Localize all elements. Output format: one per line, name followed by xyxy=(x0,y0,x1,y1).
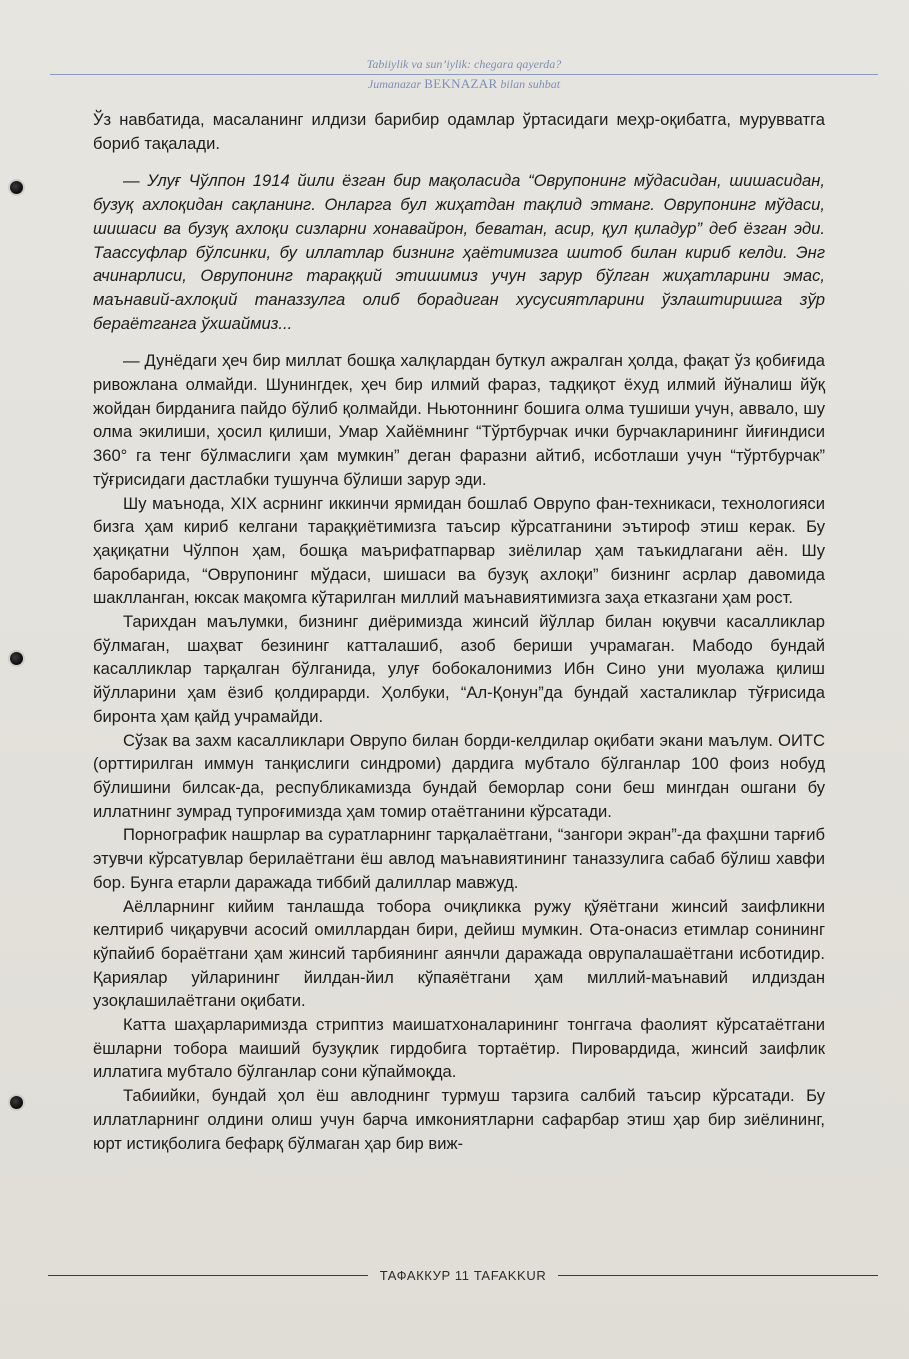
paragraph-quote: — Улуғ Чўлпон 1914 йили ёзган бир мақоласида “Оврупонинг мўдасидан, шишасидан, бузуқ ахлоқидан сақланинг. Онларга бул жиҳатдан тақлид этманг. Оврупонинг мўдаси, шишаси ва бузуқ ахлоқи сизларни хонавайрон, бeватан, асир, қул қиладур” деб ёзган эди. Таассуфлар бўлсинки, бу иллатлар бизнинг ҳаётимизга шитоб билан кириб келди. Энг ачинарлиси, Оврупонинг тараққий этишимиз учун зарур бўлган жиҳатларини эмас, маънавий-ахлоқий таназзулга олиб борадиган хусусиятларини ўзлаштиришга зўр бераётганга ўхшаймиз... xyxy=(93,171,825,333)
article-body xyxy=(93,108,825,1155)
paragraph: Аёлларнинг кийим танлашда тобора очиқликка ружу қўяётгани жинсий заифликни келтириб чиқарувчи асосий омиллардан бири, дейиш мумкин. Ота-онасиз етимлар сонининг кўпайиб бораётгани ҳам жинсий тарбиянинг аянчли даражада оврупалашаётгани исботидир. Қариялар уйларининг йилдан-йил кўпаяётгани ҳам миллий-маънавий илдиздан узоқлашилаётгани оқибати. xyxy=(93,896,825,1011)
footer-rule-left xyxy=(48,1275,368,1276)
paragraph: Ўз навбатида, масаланинг илдизи барибир одамлар ўртасидаги меҳр-оқибатга, мурувватга бориб тақалади. xyxy=(93,110,825,153)
running-header xyxy=(50,56,878,92)
header-author-last: BEKNAZAR xyxy=(424,76,498,91)
page-footer xyxy=(48,1268,878,1283)
paragraph: Катта шаҳарларимизда стриптиз маишатхоналарининг тонггача фаолият кўрсатаётгани ёшларни тобора маиший бузуқлик гирдобига тортаётир. Пировардида, жинсий заифлик иллатига мубтало бўлганлар сони кўпаймоқда. xyxy=(93,1015,825,1082)
punch-hole-icon xyxy=(10,652,23,665)
header-subtitle xyxy=(50,76,878,92)
footer-label: ТАФАККУР 11 TAFAKKUR xyxy=(379,1268,547,1283)
paragraph: — Дунёдаги ҳеч бир миллат бошқа халқлардан буткул ажралган ҳолда, фақат ўз қобиғида ривожлана олмайди. Шунингдек, ҳеч бир илмий фараз, тадқиқот ёхуд илмий йўналиш йўқ жойдан бирданига пайдо бўлиб қолмайди. Ньютоннинг бошига олма тушиши учун, аввало, шу олма экилиши, ҳосил қилиши, Умар Хайёмнинг “Тўртбурчак ички бурчакларининг йиғиндиси 360° га тенг бўлмаслиги ҳам мумкин” деган фаразни айтиб, исботлаши учун “тўртбурчак” тўғрисидаги дастлабки тушунча бўлиши зарур эди. xyxy=(93,351,825,489)
footer-rule-right xyxy=(558,1275,878,1276)
punch-hole-icon xyxy=(10,1096,23,1109)
paragraph: Тарихдан маълумки, бизнинг диёримизда жинсий йўллар билан юқувчи касалликлар бўлмаган, шаҳват безининг катталашиб, азоб бериши учрамаган. Мабодо бундай касалликлар тарқалган бўлганида, улуғ бобокалонимиз Ибн Сино уни муолажа қилиш йўлларини ҳам ёзиб қолдирарди. Ҳолбуки, “Ал-Қонун”да бундай хасталиклар тўғрисида биронта ҳам қайд учрамайди. xyxy=(93,612,825,726)
header-subtitle-rest: bilan suhbat xyxy=(500,77,561,91)
header-title: Tabiiylik va sun’iylik: chegara qayerda? xyxy=(366,57,562,71)
paragraph: Табиийки, бундай ҳол ёш авлоднинг турмуш тарзига салбий таъсир кўрсатади. Бу иллатларнинг олдини олиш учун барча имкониятларни сафарбар этиш ҳар бир зиёлининг, юрт истиқболига бефарқ бўлмаган ҳар бир виж- xyxy=(93,1086,825,1153)
header-author-first: Jumanazar xyxy=(367,77,422,91)
paragraph: Порнографик нашрлар ва суратларнинг тарқалаётгани, “зангори экран”-да фаҳшни тарғиб этувчи кўрсатувлар берилаётгани ёш авлод маънавиятининг таназзулига сабаб бўлиш хавфи бор. Бунга етарли даражада тиббий далиллар мавжуд. xyxy=(93,825,825,892)
paragraph: Шу маънода, XIX асрнинг иккинчи ярмидан бошлаб Оврупо фан-техникаси, технологияси бизга ҳам кириб келгани тараққиётимизга таъсир кўрсатганини эътироф этиш керак. Бу ҳақиқатни Чўлпон ҳам, бошқа маърифатпарвар зиёлилар ҳам таъкидлагани аён. Шу баробарида, “Оврупонинг мўдаси, шишаси ва бузуқ ахлоқи” бизнинг асрлар давомида шаклланган, юксак мақомга кўтарилган миллий маънавиятимизга заҳа етказгани ҳам рост. xyxy=(93,493,825,608)
punch-hole-icon xyxy=(10,181,23,194)
header-rule xyxy=(50,74,878,75)
paragraph: Сўзак ва захм касалликлари Оврупо билан борди-келдилар оқибати экани маълум. ОИТС (орттирилган иммун танқислиги синдроми) дардига мубтало бўлганлар 100 фоиз нобуд бўлишини билсак-да, республикамизда бундай беморлар сони беш мингдан ошгани бу иллатнинг зумрад тупроғимизда ҳам томир отаётганини кўрсатади. xyxy=(93,730,825,821)
